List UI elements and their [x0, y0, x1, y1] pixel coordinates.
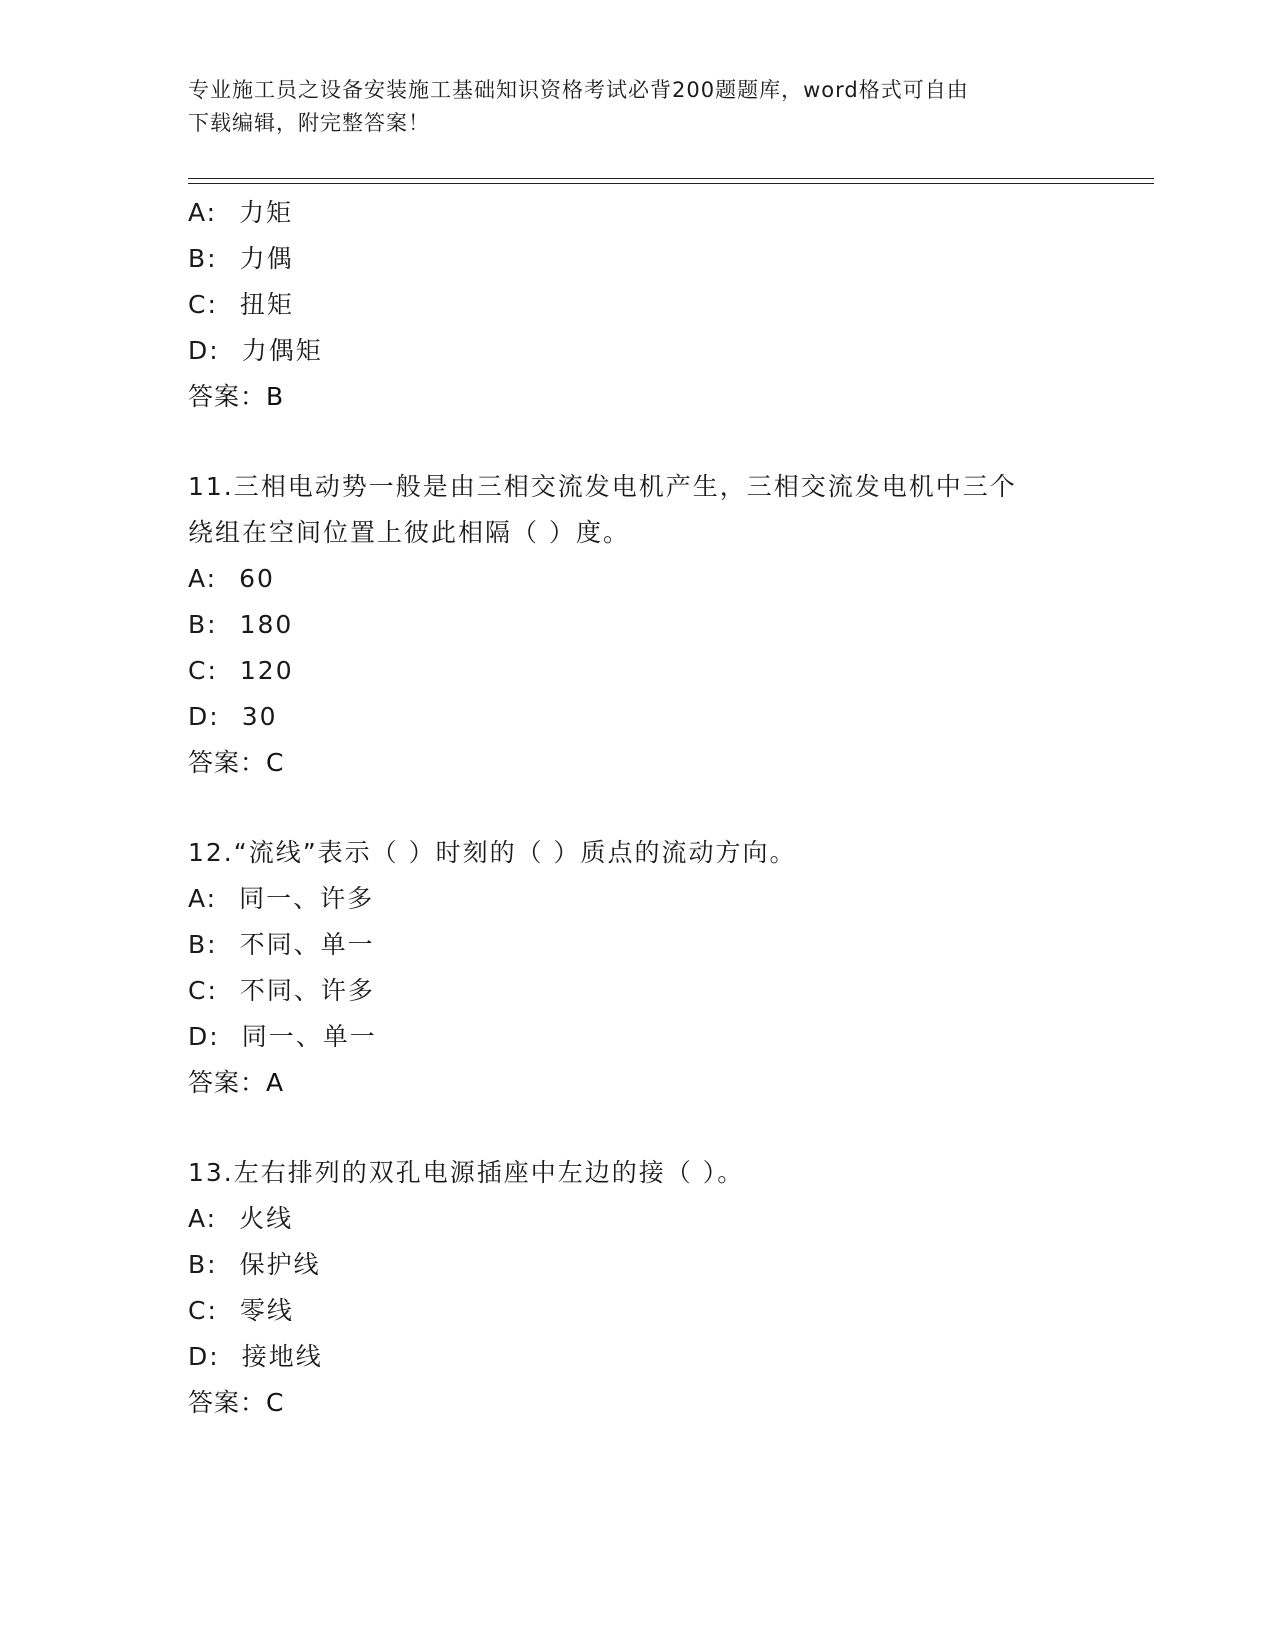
option-letter: C:	[188, 290, 218, 319]
option-text: 火线	[239, 1204, 294, 1233]
option-b	[188, 922, 1088, 968]
question-stem-line-2: 绕组在空间位置上彼此相隔（ ）度。	[188, 518, 630, 547]
question-stem	[188, 1150, 1088, 1196]
header-rule-top	[188, 178, 1154, 179]
answer-line: 答案：C	[188, 1388, 285, 1417]
option-d	[188, 328, 1088, 374]
option-text: 60	[239, 564, 275, 593]
option-letter: B:	[188, 1250, 218, 1279]
header-rule-bottom	[188, 183, 1154, 184]
header-line-2: 下载编辑，附完整答案！	[188, 111, 430, 135]
question-list	[188, 190, 1088, 1426]
option-letter: D:	[188, 702, 220, 731]
option-c	[188, 648, 1088, 694]
option-letter: B:	[188, 610, 218, 639]
header-line-1: 专业施工员之设备安装施工基础知识资格考试必背200题题库，word格式可自由	[188, 78, 969, 102]
option-text: 接地线	[241, 1342, 323, 1371]
answer-line: 答案：C	[188, 748, 285, 777]
option-a	[188, 876, 1088, 922]
option-b	[188, 236, 1088, 282]
option-text: 同一、单一	[241, 1022, 377, 1051]
question-stem	[188, 830, 1088, 876]
option-d	[188, 1334, 1088, 1380]
option-d	[188, 694, 1088, 740]
option-letter: A:	[188, 884, 218, 913]
option-text: 力偶矩	[241, 336, 323, 365]
option-letter: D:	[188, 1342, 220, 1371]
option-letter: A:	[188, 1204, 218, 1233]
question-block-13	[188, 1150, 1088, 1426]
option-b	[188, 602, 1088, 648]
question-stem-line-1: 13.左右排列的双孔电源插座中左边的接（ ）。	[188, 1158, 745, 1187]
option-text: 同一、许多	[239, 884, 375, 913]
option-letter: C:	[188, 1296, 218, 1325]
option-text: 零线	[239, 1296, 294, 1325]
question-stem-line-1: 11.三相电动势一般是由三相交流发电机产生，三相交流发电机中三个	[188, 472, 1017, 501]
option-text: 保护线	[239, 1250, 321, 1279]
option-text: 扭矩	[239, 290, 294, 319]
answer-line: 答案：A	[188, 1068, 285, 1097]
document-header	[188, 74, 1068, 140]
option-a	[188, 190, 1088, 236]
option-a	[188, 556, 1088, 602]
option-b	[188, 1242, 1088, 1288]
answer-line: 答案：B	[188, 382, 285, 411]
question-stem	[188, 464, 1088, 556]
option-text: 不同、许多	[239, 976, 375, 1005]
option-a	[188, 1196, 1088, 1242]
option-letter: A:	[188, 564, 218, 593]
option-text: 力偶	[239, 244, 294, 273]
option-letter: C:	[188, 976, 218, 1005]
option-c	[188, 1288, 1088, 1334]
option-letter: C:	[188, 656, 218, 685]
option-c	[188, 968, 1088, 1014]
option-c	[188, 282, 1088, 328]
question-block-11	[188, 464, 1088, 786]
option-text: 30	[241, 702, 278, 731]
option-text: 力矩	[239, 198, 294, 227]
question-block-12	[188, 830, 1088, 1106]
question-block-prev	[188, 190, 1088, 420]
question-stem-line-1: 12.“流线”表示（ ）时刻的（ ）质点的流动方向。	[188, 838, 797, 867]
option-letter: D:	[188, 1022, 220, 1051]
option-letter: B:	[188, 930, 218, 959]
option-letter: B:	[188, 244, 218, 273]
option-text: 120	[239, 656, 294, 685]
option-letter: D:	[188, 336, 220, 365]
option-letter: A:	[188, 198, 218, 227]
option-text: 不同、单一	[239, 930, 375, 959]
option-text: 180	[239, 610, 294, 639]
option-d	[188, 1014, 1088, 1060]
